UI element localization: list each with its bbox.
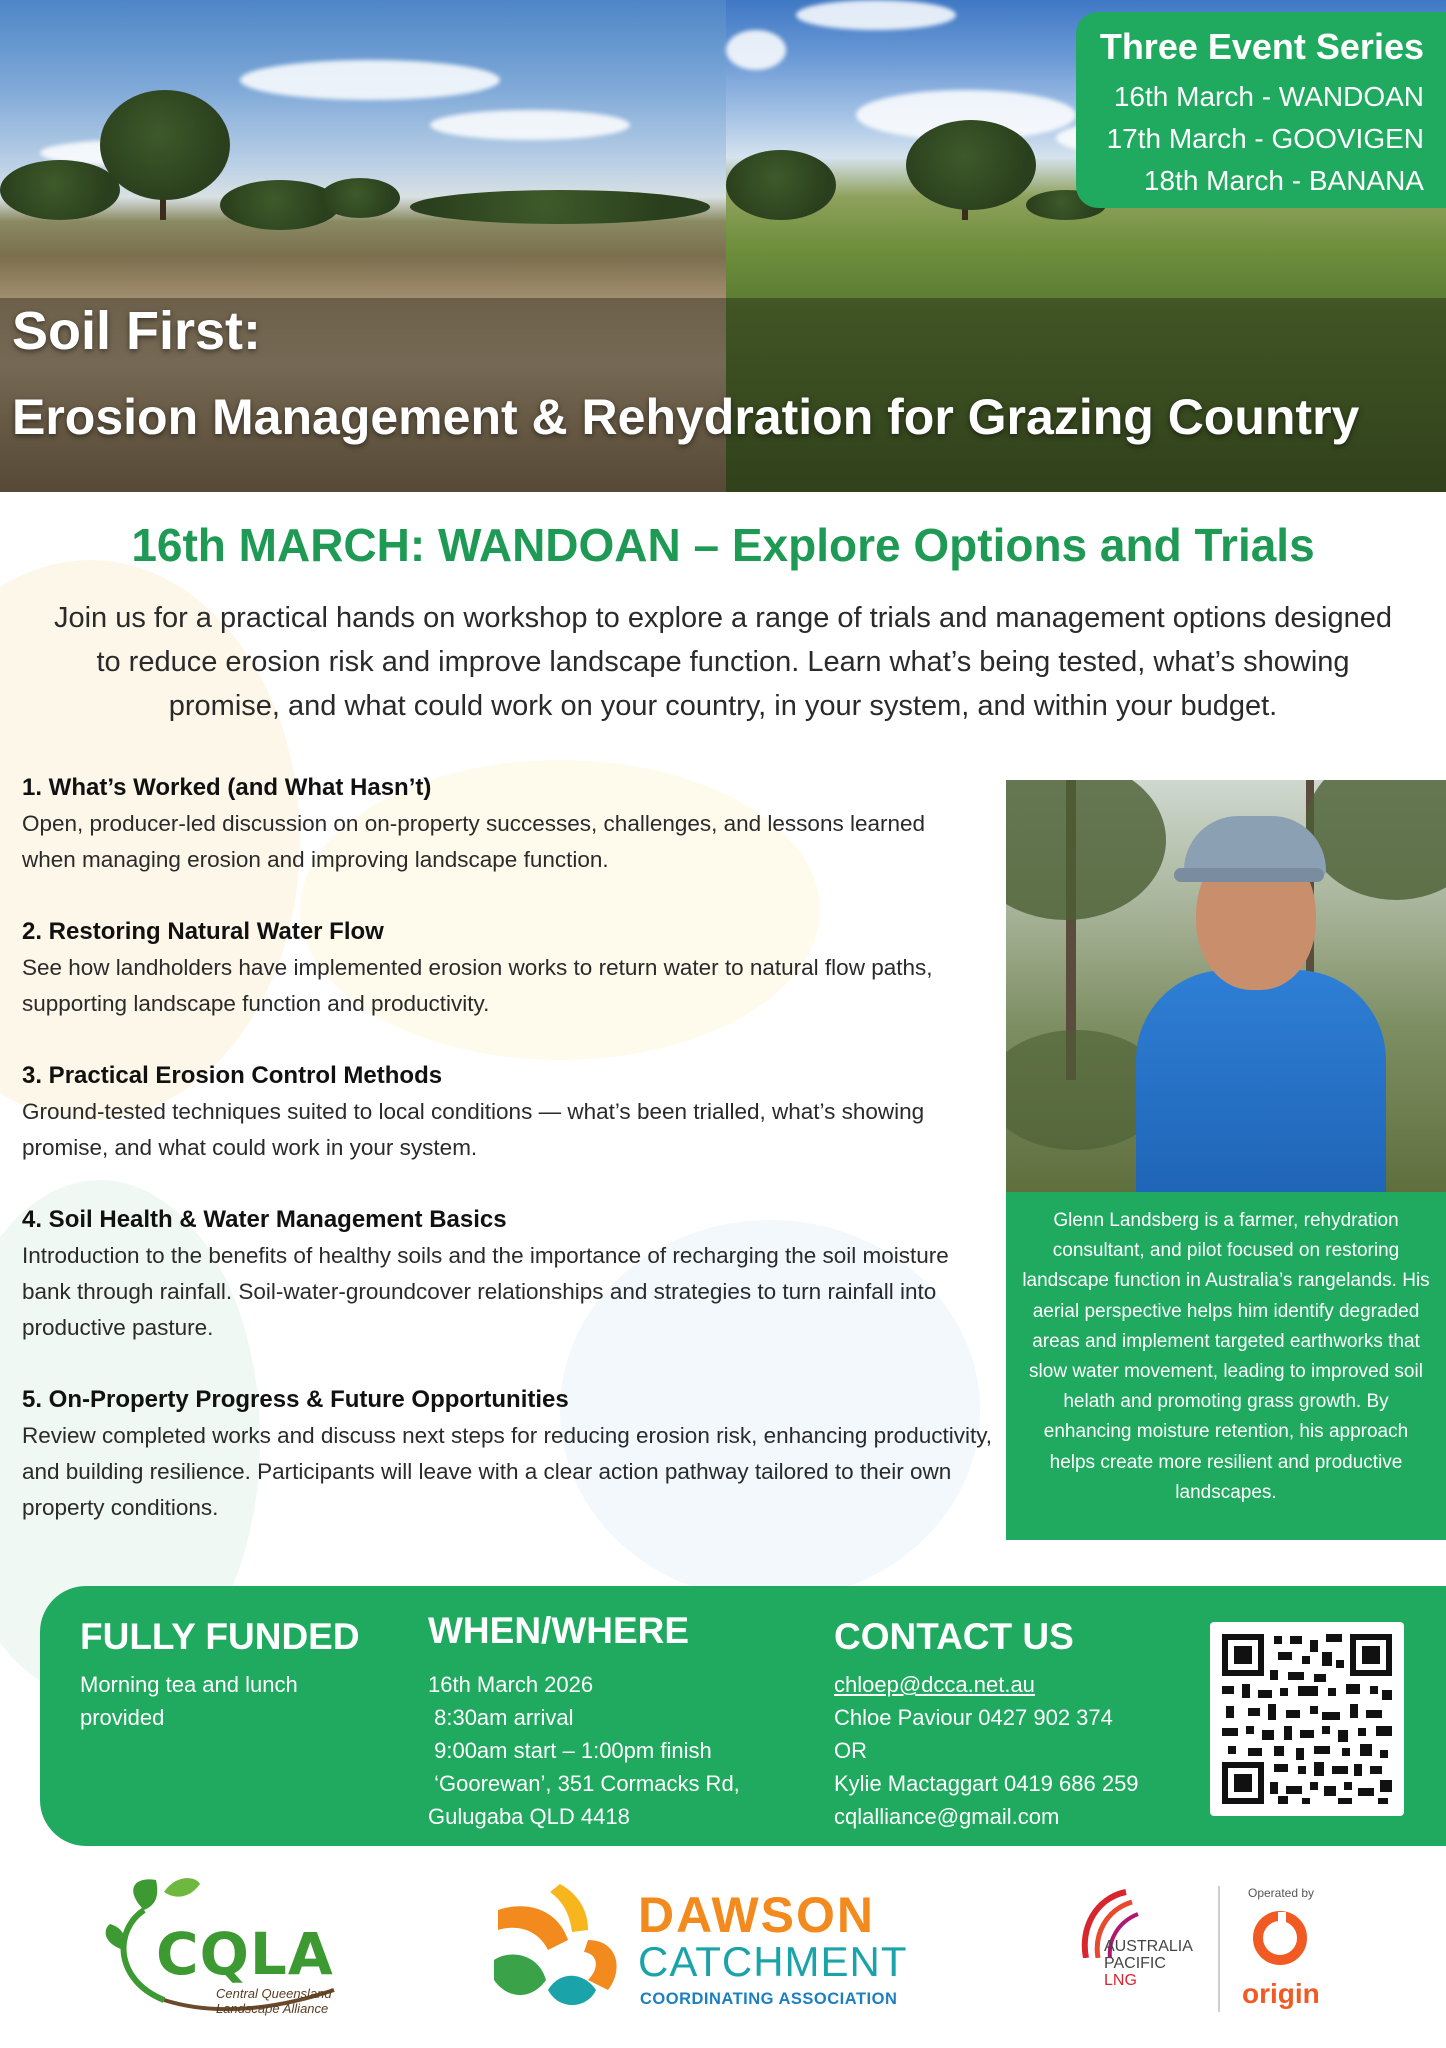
when-where-heading: WHEN/WHERE bbox=[428, 1610, 690, 1651]
aplng-origin-logo bbox=[1066, 1880, 1396, 2020]
topic-title: 4. Soil Health & Water Management Basics bbox=[22, 1206, 507, 1233]
topic-body: Ground-tested techniques suited to local conditions — what’s been trialled, what’s showing promise, and what could work in your system. bbox=[22, 1099, 925, 1160]
hero-subtitle: Erosion Management & Rehydration for Grazing Country bbox=[12, 389, 1360, 445]
contact-email-cqla: cqlalliance@gmail.com bbox=[834, 1804, 1060, 1829]
origin-wordmark: origin bbox=[1242, 1978, 1320, 2009]
venue-address: ‘Goorewan’, 351 Cormacks Rd, bbox=[428, 1771, 740, 1796]
topic-title: 1. What’s Worked (and What Hasn’t) bbox=[22, 774, 432, 801]
contact-heading: CONTACT US bbox=[834, 1616, 1074, 1657]
origin-ring-icon bbox=[1250, 1910, 1310, 1970]
topic-title: 2. Restoring Natural Water Flow bbox=[22, 918, 384, 945]
event-heading: 16th MARCH: WANDOAN – Explore Options and Trials bbox=[131, 519, 1315, 571]
topic-title: 3. Practical Erosion Control Methods bbox=[22, 1062, 443, 1089]
qr-code[interactable] bbox=[1210, 1622, 1404, 1816]
start-finish-time: 9:00am start – 1:00pm finish bbox=[428, 1738, 712, 1763]
presenter-photo bbox=[1006, 780, 1446, 1192]
topic-item bbox=[22, 1058, 1002, 1166]
event-intro: Join us for a practical hands on workshop to explore a range of trials and management options designed to reduce erosion risk and improve landscape function. Learn what’s being tested, what’s showing promise, and what could work on your country, in your system, and within your budget. bbox=[53, 602, 1393, 722]
topic-item bbox=[22, 1202, 1002, 1346]
topic-title: 5. On-Property Progress & Future Opportunities bbox=[22, 1386, 569, 1413]
series-title: Three Event Series bbox=[1099, 26, 1424, 67]
presenter-figure bbox=[1136, 970, 1386, 1192]
topic-list bbox=[22, 770, 1002, 1562]
dawson-catchment-logo bbox=[488, 1880, 908, 2020]
qr-code-icon bbox=[1218, 1630, 1396, 1808]
topic-item bbox=[22, 770, 1002, 878]
hero-title: Soil First: bbox=[12, 301, 262, 361]
funding-column bbox=[80, 1616, 380, 1734]
dawson-wordmark: DAWSON bbox=[638, 1887, 875, 1943]
when-where-column bbox=[428, 1610, 808, 1833]
contact-details bbox=[834, 1668, 1164, 1833]
series-date-goovigen: 17th March - GOOVIGEN bbox=[1106, 123, 1424, 154]
hero-banner bbox=[0, 0, 1446, 492]
aplng-wordmark: AUSTRALIA PACIFIC LNG bbox=[1104, 1938, 1193, 1989]
cqla-wordmark: CQLA bbox=[156, 1920, 334, 1988]
dawson-tagline: COORDINATING ASSOCIATION bbox=[640, 1990, 898, 2008]
contact-column bbox=[834, 1616, 1164, 1833]
event-series-box bbox=[1076, 12, 1446, 208]
topic-body: Review completed works and discuss next steps for reducing erosion risk, enhancing productivity, and building resilience. Participants will leave with a clear action pathway tailored to their own property conditions. bbox=[22, 1423, 993, 1520]
arrival-time: 8:30am arrival bbox=[428, 1705, 574, 1730]
topic-body: See how landholders have implemented erosion works to return water to natural flow paths, supporting landscape function and productivity. bbox=[22, 955, 933, 1016]
contact-or: OR bbox=[834, 1738, 867, 1763]
event-date: 16th March 2026 bbox=[428, 1672, 594, 1697]
presenter-bio: Glenn Landsberg is a farmer, rehydration consultant, and pilot focused on restoring landscape function in Australia’s rangelands. His aerial perspective helps him identify degraded areas and implement targeted earthworks that slow water movement, leading to improved soil helath and promoting grass growth. By enhancing moisture retention, his approach helps create more resilient and productive landscapes. bbox=[1006, 1192, 1446, 1540]
operated-by-label: Operated by bbox=[1248, 1886, 1315, 1900]
series-date-banana: 18th March - BANANA bbox=[1143, 165, 1424, 196]
funding-text: Morning tea and lunch provided bbox=[80, 1672, 298, 1730]
topic-body: Open, producer-led discussion on on-property successes, challenges, and lessons learned when managing erosion and improving landscape function. bbox=[22, 811, 926, 872]
when-where-details bbox=[428, 1668, 808, 1833]
topic-item bbox=[22, 1382, 1002, 1526]
topic-body: Introduction to the benefits of healthy soils and the importance of recharging the soil moisture bank through rainfall. Soil-water-groundcover relationships and strategies to turn rainfall into productive pasture. bbox=[22, 1243, 949, 1340]
series-date-wandoan: 16th March - WANDOAN bbox=[1113, 81, 1424, 112]
topic-item bbox=[22, 914, 1002, 1022]
cqla-logo bbox=[104, 1870, 344, 2020]
funding-heading: FULLY FUNDED bbox=[80, 1616, 360, 1657]
venue-locality: Gulugaba QLD 4418 bbox=[428, 1804, 630, 1829]
cqla-tagline: Central Queensland Landscape Alliance bbox=[216, 1986, 332, 2016]
info-band bbox=[40, 1586, 1446, 1846]
contact-chloe: Chloe Paviour 0427 902 374 bbox=[834, 1705, 1113, 1730]
dawson-swirl-icon bbox=[488, 1880, 628, 2020]
logo-divider bbox=[1218, 1886, 1220, 2012]
catchment-wordmark: CATCHMENT bbox=[638, 1938, 908, 1985]
contact-kylie: Kylie Mactaggart 0419 686 259 bbox=[834, 1771, 1139, 1796]
contact-email-link[interactable]: chloep@dcca.net.au bbox=[834, 1672, 1035, 1697]
